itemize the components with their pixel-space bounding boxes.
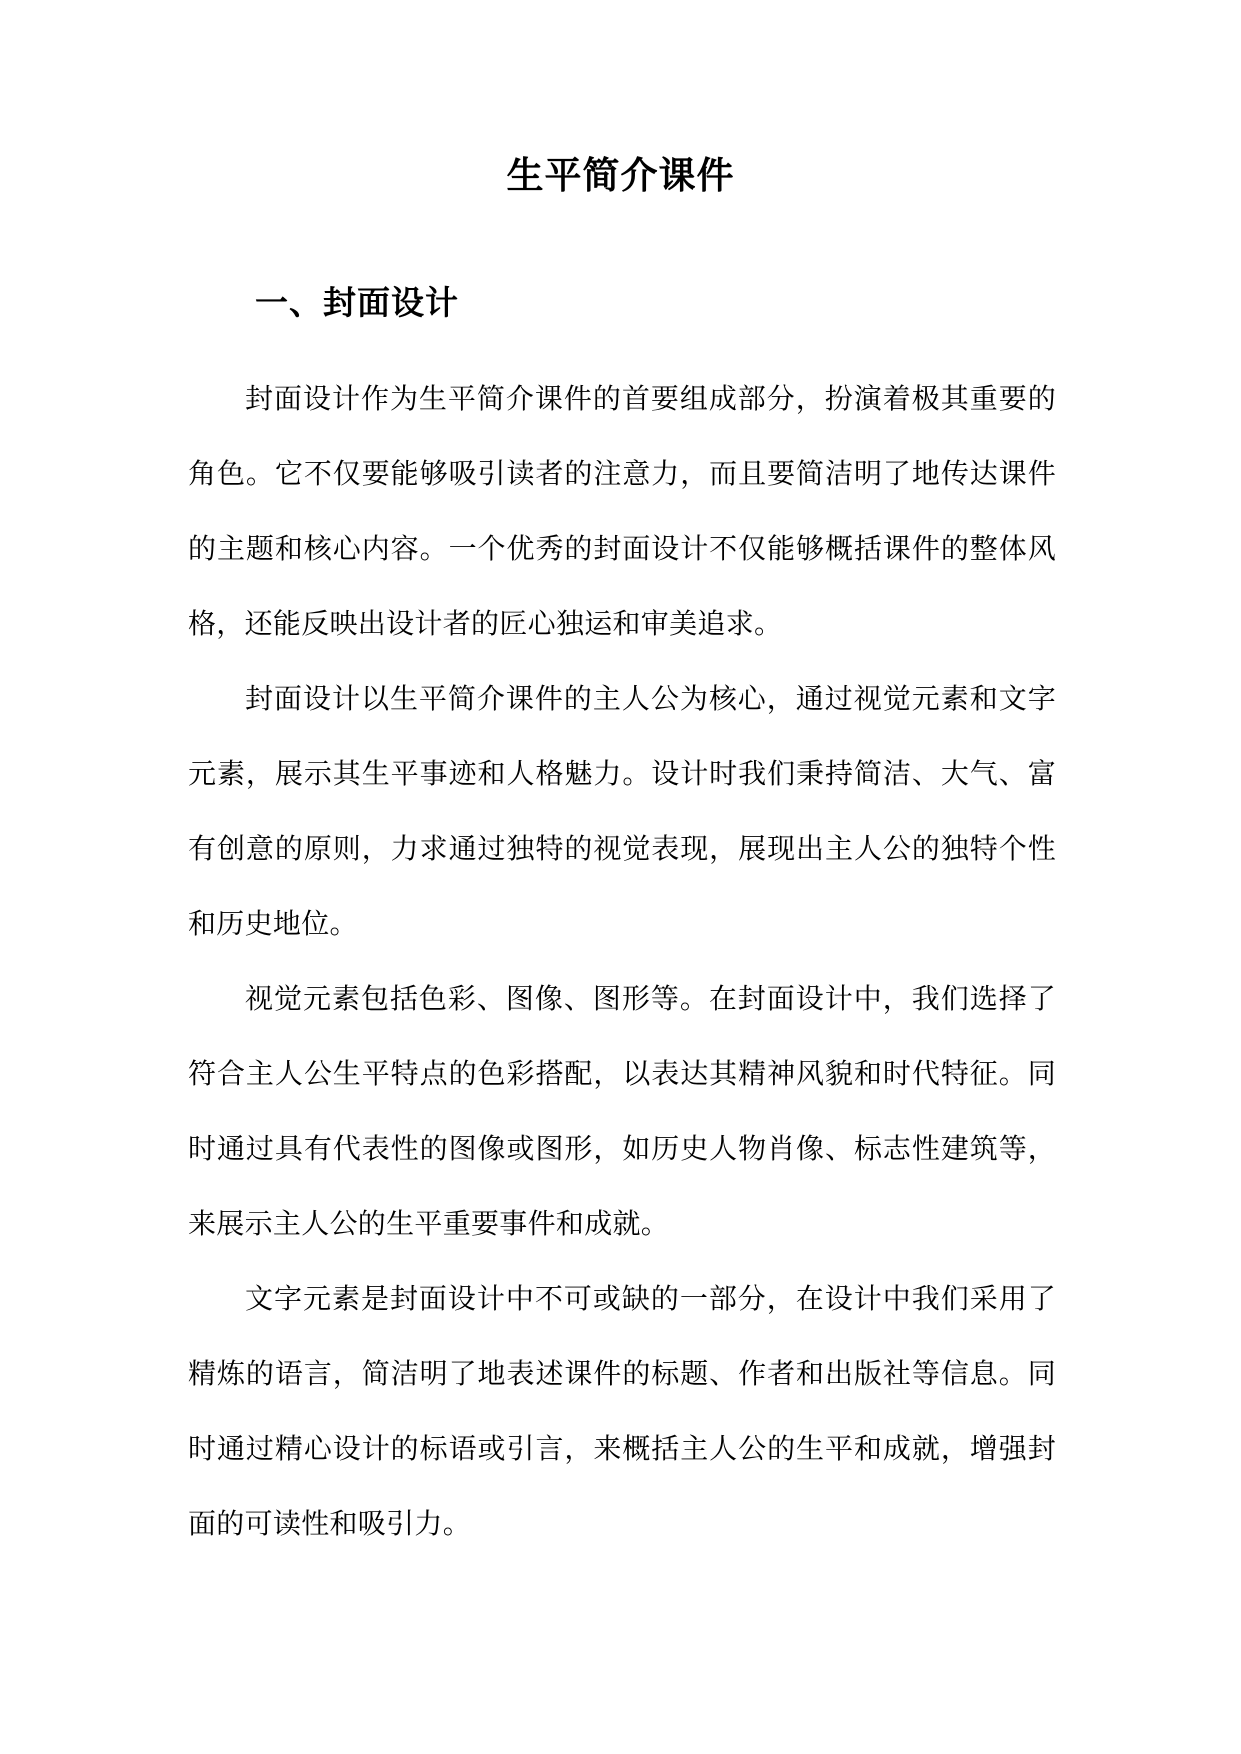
paragraph: 视觉元素包括色彩、图像、图形等。在封面设计中，我们选择了符合主人公生平特点的色彩搭配，以表达其精神风貌和时代特征。同时通过具有代表性的图像或图形，如历史人物肖像、标志性建筑等，来展示主人公的生平重要事件和成就。 bbox=[188, 982, 1056, 1240]
page-title: 生平简介课件 bbox=[506, 153, 735, 197]
paragraph: 封面设计作为生平简介课件的首要组成部分，扮演着极其重要的角色。它不仅要能够吸引读者的注意力，而且要简洁明了地传达课件的主题和核心内容。一个优秀的封面设计不仅能够概括课件的整体风格，还能反映出设计者的匠心独运和审美追求。 bbox=[188, 382, 1056, 640]
body-text bbox=[188, 361, 1056, 1561]
paragraph: 文字元素是封面设计中不可或缺的一部分，在设计中我们采用了精炼的语言，简洁明了地表述课件的标题、作者和出版社等信息。同时通过精心设计的标语或引言，来概括主人公的生平和成就，增强封面的可读性和吸引力。 bbox=[188, 1282, 1056, 1540]
section-heading: 一、封面设计 bbox=[255, 283, 459, 322]
paragraph: 封面设计以生平简介课件的主人公为核心，通过视觉元素和文字元素，展示其生平事迹和人格魅力。设计时我们秉持简洁、大气、富有创意的原则，力求通过独特的视觉表现，展现出主人公的独特个性和历史地位。 bbox=[188, 682, 1056, 940]
